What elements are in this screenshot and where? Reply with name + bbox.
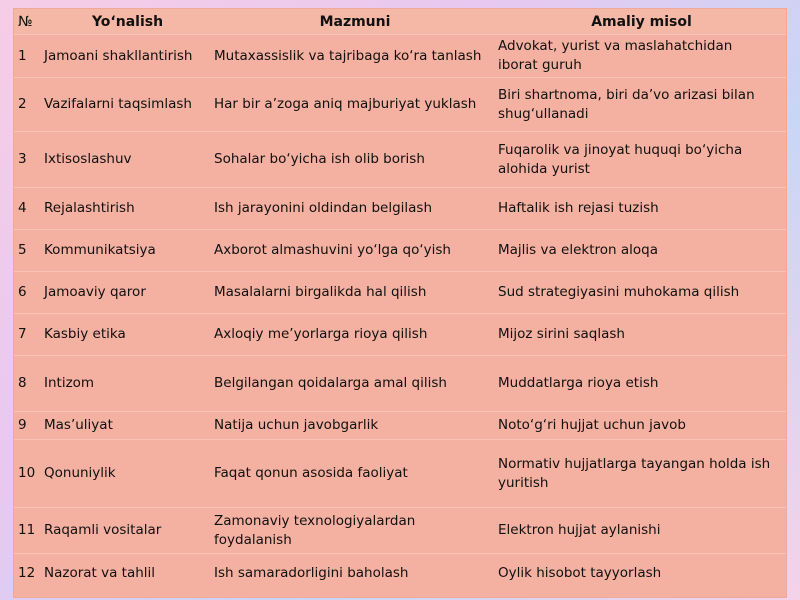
row-direction: Ixtisoslashuv bbox=[42, 132, 213, 188]
table-row bbox=[14, 314, 786, 356]
row-content: Axloqiy me’yorlarga rioya qilish bbox=[213, 314, 497, 356]
row-example: Elektron hujjat aylanishi bbox=[497, 508, 786, 554]
row-example: Muddatlarga rioya etish bbox=[497, 356, 786, 412]
row-content: Masalalarni birgalikda hal qilish bbox=[213, 272, 497, 314]
row-direction: Nazorat va tahlil bbox=[42, 554, 213, 594]
row-content: Zamonaviy texnologiyalardan foydalanish bbox=[213, 508, 497, 554]
row-content: Axborot almashuvini yo‘lga qo‘yish bbox=[213, 230, 497, 272]
row-content: Har bir a’zoga aniq majburiyat yuklash bbox=[213, 78, 497, 132]
row-direction: Kasbiy etika bbox=[42, 314, 213, 356]
row-example: Haftalik ish rejasi tuzish bbox=[497, 188, 786, 230]
table-header bbox=[14, 9, 786, 35]
row-content: Mutaxassislik va tajribaga ko‘ra tanlash bbox=[213, 35, 497, 78]
row-number: 2 bbox=[14, 78, 42, 132]
direction-table bbox=[14, 9, 786, 594]
row-number: 12 bbox=[14, 554, 42, 594]
header-example: Amaliy misol bbox=[497, 9, 786, 35]
header-number: № bbox=[14, 9, 42, 35]
row-direction: Qonuniylik bbox=[42, 440, 213, 508]
row-direction: Rejalashtirish bbox=[42, 188, 213, 230]
row-content: Faqat qonun asosida faoliyat bbox=[213, 440, 497, 508]
row-direction: Mas’uliyat bbox=[42, 412, 213, 440]
row-example: Noto‘g‘ri hujjat uchun javob bbox=[497, 412, 786, 440]
row-number: 5 bbox=[14, 230, 42, 272]
row-content: Belgilangan qoidalarga amal qilish bbox=[213, 356, 497, 412]
row-direction: Kommunikatsiya bbox=[42, 230, 213, 272]
row-number: 4 bbox=[14, 188, 42, 230]
row-number: 9 bbox=[14, 412, 42, 440]
row-example: Majlis va elektron aloqa bbox=[497, 230, 786, 272]
table-row bbox=[14, 230, 786, 272]
table-row bbox=[14, 132, 786, 188]
row-example: Mijoz sirini saqlash bbox=[497, 314, 786, 356]
table-row bbox=[14, 78, 786, 132]
row-example: Oylik hisobot tayyorlash bbox=[497, 554, 786, 594]
row-content: Ish jarayonini oldindan belgilash bbox=[213, 188, 497, 230]
table-row bbox=[14, 440, 786, 508]
row-number: 3 bbox=[14, 132, 42, 188]
row-number: 10 bbox=[14, 440, 42, 508]
table-row bbox=[14, 412, 786, 440]
row-number: 11 bbox=[14, 508, 42, 554]
row-example: Biri shartnoma, biri da’vo arizasi bilan shug‘ullanadi bbox=[497, 78, 786, 132]
header-direction: Yo‘nalish bbox=[42, 9, 213, 35]
row-direction: Jamoani shakllantirish bbox=[42, 35, 213, 78]
table-row bbox=[14, 554, 786, 594]
row-content: Ish samaradorligini baholash bbox=[213, 554, 497, 594]
row-number: 6 bbox=[14, 272, 42, 314]
row-content: Natija uchun javobgarlik bbox=[213, 412, 497, 440]
row-direction: Jamoaviy qaror bbox=[42, 272, 213, 314]
table-row bbox=[14, 35, 786, 78]
row-direction: Raqamli vositalar bbox=[42, 508, 213, 554]
table-container bbox=[14, 9, 786, 597]
header-content: Mazmuni bbox=[213, 9, 497, 35]
row-example: Sud strategiyasini muhokama qilish bbox=[497, 272, 786, 314]
row-number: 8 bbox=[14, 356, 42, 412]
table-row bbox=[14, 188, 786, 230]
row-number: 1 bbox=[14, 35, 42, 78]
row-number: 7 bbox=[14, 314, 42, 356]
header-row bbox=[14, 9, 786, 35]
row-content: Sohalar bo‘yicha ish olib borish bbox=[213, 132, 497, 188]
table-body bbox=[14, 35, 786, 594]
row-direction: Intizom bbox=[42, 356, 213, 412]
row-example: Normativ hujjatlarga tayangan holda ish yuritish bbox=[497, 440, 786, 508]
row-direction: Vazifalarni taqsimlash bbox=[42, 78, 213, 132]
row-example: Advokat, yurist va maslahatchidan iborat guruh bbox=[497, 35, 786, 78]
table-row bbox=[14, 272, 786, 314]
table-row bbox=[14, 508, 786, 554]
row-example: Fuqarolik va jinoyat huquqi bo‘yicha alohida yurist bbox=[497, 132, 786, 188]
table-row bbox=[14, 356, 786, 412]
